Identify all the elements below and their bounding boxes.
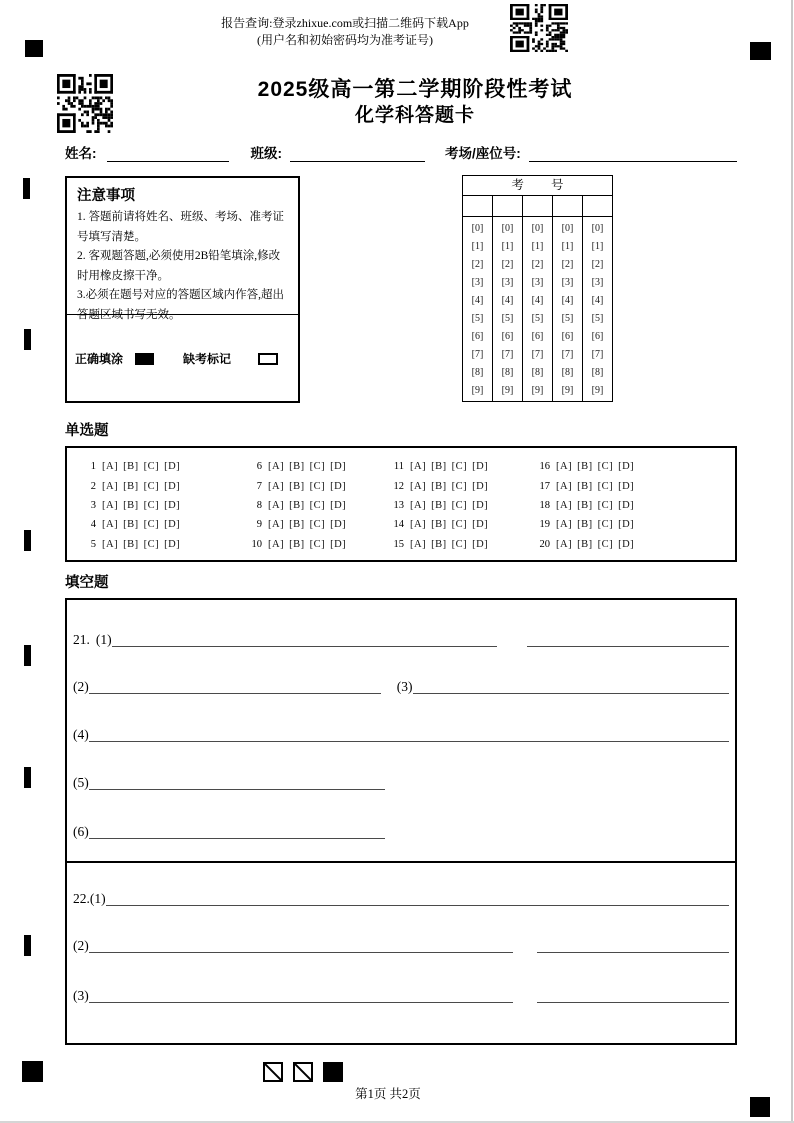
class-label: 班级: — [250, 146, 282, 161]
answer-blank-line[interactable] — [537, 986, 729, 1003]
answer-bubble[interactable]: [D] — [472, 499, 489, 511]
question-number: 7 — [256, 480, 262, 492]
answer-bubble[interactable]: [C] — [451, 538, 468, 550]
exam-number-column — [552, 196, 582, 401]
answer-blank-line[interactable] — [89, 773, 385, 790]
mcq-question-row — [247, 535, 351, 554]
digit-bubble[interactable]: [8] — [591, 366, 604, 378]
notice-item-2: 2. 客观题答题,必须使用2B铅笔填涂,修改时用橡皮擦干净。 — [77, 250, 281, 282]
report-instructions-line1: 报告查询:登录zhixue.com或扫描二维码下载App — [221, 16, 469, 30]
answer-bubble[interactable]: [C] — [309, 461, 326, 473]
q21-part5-row — [73, 769, 729, 790]
digit-write-cell[interactable] — [553, 196, 582, 217]
digit-bubble[interactable]: [6] — [531, 330, 544, 342]
absent-mark-label: 缺考标记 — [183, 352, 232, 366]
part-label: (1) — [89, 891, 106, 906]
question-number: 13 — [393, 499, 404, 511]
name-input-line[interactable] — [107, 146, 229, 162]
question-number: 17 — [539, 480, 550, 492]
mcq-question-row — [81, 535, 185, 554]
digit-bubble[interactable]: [9] — [501, 384, 514, 396]
part-label: (3) — [73, 988, 89, 1003]
answer-bubble[interactable]: [C] — [143, 538, 160, 550]
answer-bubble[interactable]: [B] — [431, 480, 447, 492]
answer-bubble[interactable]: [C] — [143, 499, 160, 511]
mcq-column — [247, 457, 351, 554]
answer-bubble[interactable]: [C] — [143, 480, 160, 492]
digit-bubble[interactable]: [5] — [531, 312, 544, 324]
answer-bubble[interactable]: [A] — [410, 461, 427, 473]
correct-fill-label: 正确填涂 — [75, 352, 124, 366]
timing-mark — [24, 645, 31, 666]
student-info-row — [65, 142, 737, 162]
answer-blank-line[interactable] — [527, 630, 729, 647]
digit-bubble[interactable]: [7] — [501, 348, 514, 360]
answer-bubble[interactable]: [D] — [472, 461, 489, 473]
page-edge-right — [791, 0, 793, 1123]
question-number: 4 — [90, 519, 96, 531]
answer-bubble[interactable]: [D] — [330, 499, 347, 511]
digit-bubble[interactable]: [7] — [471, 348, 484, 360]
answer-bubble[interactable]: [A] — [268, 480, 285, 492]
digit-write-cell[interactable] — [583, 196, 612, 217]
digit-bubble[interactable]: [6] — [471, 330, 484, 342]
timing-mark — [24, 329, 31, 350]
digit-bubble[interactable]: [3] — [471, 277, 484, 289]
answer-bubble[interactable]: [C] — [597, 519, 614, 531]
answer-bubble[interactable]: [C] — [309, 519, 326, 531]
digit-bubble[interactable]: [1] — [531, 241, 544, 253]
digit-bubble[interactable]: [7] — [561, 348, 574, 360]
digit-bubble[interactable]: [5] — [501, 312, 514, 324]
question-number: 1 — [90, 461, 96, 473]
answer-bubble[interactable]: [C] — [309, 499, 326, 511]
question-21-number: 21. — [73, 632, 90, 647]
answer-bubble[interactable]: [D] — [618, 538, 635, 550]
answer-blank-line[interactable] — [537, 936, 729, 953]
digit-bubble[interactable]: [5] — [591, 312, 604, 324]
answer-bubble[interactable]: [A] — [556, 499, 573, 511]
answer-bubble[interactable]: [C] — [309, 538, 326, 550]
question-number: 14 — [393, 519, 404, 531]
digit-bubble[interactable]: [8] — [471, 366, 484, 378]
seat-label: 考场/座位号: — [445, 146, 521, 161]
answer-bubble[interactable]: [C] — [143, 461, 160, 473]
q21-part1-row — [73, 626, 729, 647]
blank-gap — [497, 646, 527, 647]
single-choice-grid — [65, 446, 737, 562]
question-21-answer-box — [65, 598, 737, 863]
part-label: (3) — [396, 679, 413, 694]
digit-bubble[interactable]: [0] — [531, 223, 544, 235]
mcq-question-row — [389, 515, 493, 534]
answer-bubble[interactable]: [A] — [556, 461, 573, 473]
footer-diagonal-mark — [263, 1062, 283, 1082]
timing-mark — [24, 530, 31, 551]
mcq-question-row — [81, 476, 185, 495]
digit-bubble[interactable]: [6] — [591, 330, 604, 342]
sheet-subtitle: 化学科答题卡 — [354, 105, 475, 126]
digit-bubble[interactable]: [4] — [501, 295, 514, 307]
answer-bubble[interactable]: [A] — [268, 499, 285, 511]
answer-bubble[interactable]: [D] — [618, 461, 635, 473]
answer-bubble[interactable]: [D] — [164, 461, 181, 473]
notice-item-1: 1. 答题前请将姓名、班级、考场、准考证号填写清楚。 — [77, 211, 284, 243]
digit-bubble[interactable]: [5] — [561, 312, 574, 324]
answer-bubble[interactable]: [C] — [451, 480, 468, 492]
answer-bubble[interactable]: [D] — [330, 461, 347, 473]
question-number: 19 — [539, 519, 550, 531]
digit-bubble[interactable]: [2] — [531, 259, 544, 271]
digit-bubble[interactable]: [9] — [471, 384, 484, 396]
corner-marker-top-right — [750, 42, 771, 60]
answer-bubble[interactable]: [B] — [289, 499, 305, 511]
report-instructions-line2: (用户名和初始密码均为准考证号) — [257, 33, 433, 47]
page-number: 第1页 共2页 — [355, 1087, 421, 1101]
answer-bubble[interactable]: [B] — [431, 461, 447, 473]
answer-bubble[interactable]: [A] — [556, 538, 573, 550]
answer-blank-line[interactable] — [89, 822, 385, 839]
answer-bubble[interactable]: [C] — [597, 480, 614, 492]
answer-bubble[interactable]: [A] — [268, 519, 285, 531]
exam-number-column — [463, 196, 492, 401]
absent-mark-swatch[interactable] — [258, 353, 278, 365]
mcq-question-row — [247, 457, 351, 476]
answer-blank-line[interactable] — [89, 986, 513, 1003]
seat-input-line[interactable] — [529, 146, 737, 162]
answer-bubble[interactable]: [B] — [289, 461, 305, 473]
answer-bubble[interactable]: [D] — [330, 480, 347, 492]
fill-in-section-title: 填空题 — [65, 575, 109, 591]
digit-bubble[interactable]: [1] — [591, 241, 604, 253]
digit-bubble[interactable]: [9] — [531, 384, 544, 396]
qr-code-app-download — [510, 4, 568, 52]
question-number: 8 — [256, 499, 262, 511]
report-instructions — [150, 15, 540, 49]
digit-bubble[interactable]: [1] — [561, 241, 574, 253]
answer-bubble[interactable]: [A] — [410, 538, 427, 550]
answer-bubble[interactable]: [B] — [431, 499, 447, 511]
part-label: (2) — [73, 679, 89, 694]
answer-bubble[interactable]: [D] — [164, 499, 181, 511]
digit-bubble[interactable]: [0] — [501, 223, 514, 235]
notice-item-3: 3.必须在题号对应的答题区域内作答,超出答题区域书写无效。 — [77, 289, 284, 321]
exam-title: 2025级高一第二学期阶段性考试 — [257, 78, 573, 101]
question-number: 11 — [393, 461, 404, 473]
answer-blank-line[interactable] — [89, 725, 729, 742]
question-number: 5 — [90, 538, 96, 550]
exam-number-grid — [462, 175, 613, 402]
digit-bubble[interactable]: [9] — [591, 384, 604, 396]
answer-bubble[interactable]: [B] — [577, 480, 593, 492]
answer-bubble[interactable]: [D] — [618, 519, 635, 531]
mcq-question-row — [81, 515, 185, 534]
mcq-question-row — [81, 496, 185, 515]
digit-bubble[interactable]: [6] — [501, 330, 514, 342]
answer-blank-line[interactable] — [89, 677, 381, 694]
exam-number-title: 考 号 — [463, 176, 612, 196]
answer-blank-line[interactable] — [106, 889, 729, 906]
q22-part1-row — [73, 885, 729, 906]
answer-bubble[interactable]: [C] — [451, 461, 468, 473]
answer-blank-line[interactable] — [89, 936, 513, 953]
fill-legend — [75, 350, 278, 367]
exam-number-column — [582, 196, 612, 401]
q22-part3-row — [73, 982, 729, 1003]
digit-bubble[interactable]: [5] — [471, 312, 484, 324]
answer-bubble[interactable]: [A] — [102, 538, 119, 550]
mcq-question-row — [247, 496, 351, 515]
answer-bubble[interactable]: [B] — [577, 499, 593, 511]
answer-bubble[interactable]: [B] — [577, 461, 593, 473]
digit-bubble[interactable]: [8] — [531, 366, 544, 378]
q21-part4-row — [73, 721, 729, 742]
digit-bubble[interactable]: [2] — [501, 259, 514, 271]
answer-bubble[interactable]: [B] — [123, 538, 139, 550]
question-number: 2 — [90, 480, 96, 492]
digit-bubble[interactable]: [1] — [471, 241, 484, 253]
answer-bubble[interactable]: [B] — [431, 519, 447, 531]
answer-bubble[interactable]: [B] — [289, 538, 305, 550]
class-input-line[interactable] — [290, 146, 425, 162]
part-label: (2) — [73, 938, 89, 953]
answer-bubble[interactable]: [B] — [577, 538, 593, 550]
answer-bubble[interactable]: [D] — [164, 538, 181, 550]
question-number: 16 — [539, 461, 550, 473]
digit-bubble[interactable]: [3] — [561, 277, 574, 289]
digit-write-cell[interactable] — [493, 196, 522, 217]
timing-mark — [23, 178, 30, 199]
mcq-question-row — [389, 476, 493, 495]
answer-bubble[interactable]: [B] — [289, 519, 305, 531]
mcq-question-row — [389, 535, 493, 554]
blank-gap — [513, 1002, 537, 1003]
digit-write-cell[interactable] — [463, 196, 492, 217]
digit-bubble[interactable]: [4] — [471, 295, 484, 307]
digit-bubble[interactable]: [0] — [591, 223, 604, 235]
mcq-question-row — [389, 496, 493, 515]
part-label: (5) — [73, 775, 89, 790]
mcq-column — [81, 457, 185, 554]
digit-bubble[interactable]: [0] — [561, 223, 574, 235]
q21-part6-row — [73, 818, 729, 839]
answer-bubble[interactable]: [C] — [451, 499, 468, 511]
question-number: 15 — [393, 538, 404, 550]
mcq-question-row — [81, 457, 185, 476]
timing-mark — [24, 935, 31, 956]
single-choice-section-title: 单选题 — [65, 423, 109, 439]
digit-bubble[interactable]: [7] — [531, 348, 544, 360]
answer-bubble[interactable]: [A] — [102, 519, 119, 531]
digit-bubble[interactable]: [8] — [561, 366, 574, 378]
mcq-question-row — [389, 457, 493, 476]
answer-bubble[interactable]: [A] — [410, 480, 427, 492]
mcq-question-row — [247, 515, 351, 534]
answer-bubble[interactable]: [D] — [472, 519, 489, 531]
blank-gap — [513, 952, 537, 953]
answer-bubble[interactable]: [A] — [268, 538, 285, 550]
answer-bubble[interactable]: [D] — [472, 538, 489, 550]
notice-title: 注意事项 — [77, 188, 135, 204]
digit-bubble[interactable]: [4] — [531, 295, 544, 307]
answer-bubble[interactable]: [C] — [597, 461, 614, 473]
notice-box — [65, 176, 300, 403]
question-number: 9 — [256, 519, 262, 531]
digit-bubble[interactable]: [9] — [561, 384, 574, 396]
answer-bubble[interactable]: [C] — [597, 538, 614, 550]
answer-bubble[interactable]: [B] — [123, 499, 139, 511]
question-number: 6 — [256, 461, 262, 473]
mcq-column — [389, 457, 493, 554]
answer-bubble[interactable]: [A] — [556, 480, 573, 492]
answer-bubble[interactable]: [D] — [164, 480, 181, 492]
exam-number-column — [492, 196, 522, 401]
mcq-question-row — [535, 457, 639, 476]
question-number: 10 — [251, 538, 262, 550]
correct-fill-swatch — [135, 353, 154, 365]
question-number: 12 — [393, 480, 404, 492]
answer-bubble[interactable]: [D] — [330, 538, 347, 550]
digit-bubble[interactable]: [3] — [501, 277, 514, 289]
answer-bubble[interactable]: [C] — [451, 519, 468, 531]
digit-bubble[interactable]: [8] — [501, 366, 514, 378]
answer-bubble[interactable]: [B] — [289, 480, 305, 492]
mcq-question-row — [535, 496, 639, 515]
digit-bubble[interactable]: [2] — [471, 259, 484, 271]
notice-divider — [67, 314, 298, 315]
timing-mark — [24, 767, 31, 788]
footer-solid-mark — [323, 1062, 343, 1082]
part-label: (4) — [73, 727, 89, 742]
answer-bubble[interactable]: [A] — [268, 461, 285, 473]
answer-bubble[interactable]: [B] — [123, 480, 139, 492]
question-number: 18 — [539, 499, 550, 511]
question-22-answer-box — [65, 861, 737, 1045]
answer-bubble[interactable]: [D] — [618, 499, 635, 511]
footer-diagonal-mark — [293, 1062, 313, 1082]
mcq-question-row — [535, 476, 639, 495]
part-label: (1) — [95, 632, 112, 647]
answer-blank-line[interactable] — [112, 630, 497, 647]
corner-marker-top-left — [25, 40, 43, 57]
digit-bubble[interactable]: [2] — [591, 259, 604, 271]
q21-part2-3-row — [73, 673, 729, 694]
answer-bubble[interactable]: [D] — [330, 519, 347, 531]
answer-bubble[interactable]: [D] — [472, 480, 489, 492]
answer-bubble[interactable]: [C] — [597, 499, 614, 511]
question-number: 3 — [90, 499, 96, 511]
answer-bubble[interactable]: [D] — [164, 519, 181, 531]
part-label: (6) — [73, 824, 89, 839]
page-title — [60, 76, 770, 128]
answer-bubble[interactable]: [A] — [556, 519, 573, 531]
question-22-number: 22. — [73, 891, 90, 906]
answer-bubble[interactable]: [A] — [102, 499, 119, 511]
exam-number-column — [522, 196, 552, 401]
answer-bubble[interactable]: [C] — [143, 519, 160, 531]
exam-number-columns — [463, 196, 612, 401]
q22-part2-row — [73, 932, 729, 953]
answer-blank-line[interactable] — [413, 677, 730, 694]
corner-marker-bottom-left — [22, 1061, 43, 1082]
digit-bubble[interactable]: [2] — [561, 259, 574, 271]
question-number: 20 — [539, 538, 550, 550]
mcq-question-row — [247, 476, 351, 495]
answer-bubble[interactable]: [A] — [102, 480, 119, 492]
answer-bubble[interactable]: [A] — [410, 499, 427, 511]
blank-gap — [381, 693, 397, 694]
answer-bubble[interactable]: [C] — [309, 480, 326, 492]
digit-bubble[interactable]: [4] — [561, 295, 574, 307]
mcq-question-row — [535, 515, 639, 534]
mcq-question-row — [535, 535, 639, 554]
digit-bubble[interactable]: [6] — [561, 330, 574, 342]
digit-bubble[interactable]: [1] — [501, 241, 514, 253]
mcq-column — [535, 457, 639, 554]
answer-bubble[interactable]: [A] — [410, 519, 427, 531]
digit-bubble[interactable]: [0] — [471, 223, 484, 235]
corner-marker-bottom-right — [750, 1097, 770, 1117]
digit-bubble[interactable]: [4] — [591, 295, 604, 307]
digit-write-cell[interactable] — [523, 196, 552, 217]
answer-bubble[interactable]: [B] — [123, 461, 139, 473]
answer-bubble[interactable]: [A] — [102, 461, 119, 473]
digit-bubble[interactable]: [3] — [591, 277, 604, 289]
answer-bubble[interactable]: [B] — [577, 519, 593, 531]
name-label: 姓名: — [65, 146, 97, 161]
answer-bubble[interactable]: [B] — [123, 519, 139, 531]
digit-bubble[interactable]: [3] — [531, 277, 544, 289]
answer-bubble[interactable]: [D] — [618, 480, 635, 492]
answer-bubble[interactable]: [B] — [431, 538, 447, 550]
digit-bubble[interactable]: [7] — [591, 348, 604, 360]
